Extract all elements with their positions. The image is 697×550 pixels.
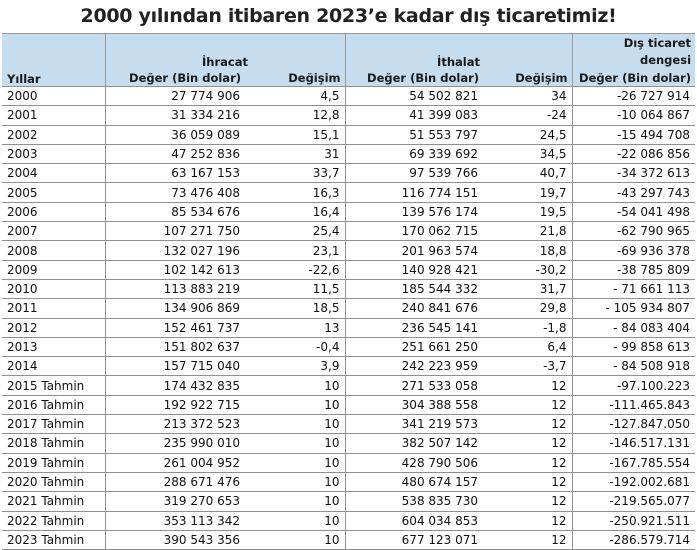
cell-balance: - 84 508 918 bbox=[572, 357, 695, 376]
cell-import-change: 12 bbox=[483, 376, 572, 395]
cell-export-change: 10 bbox=[245, 376, 345, 395]
cell-year: 2001 bbox=[2, 106, 105, 125]
cell-balance: -43 297 743 bbox=[572, 183, 695, 202]
cell-export-change: 10 bbox=[245, 395, 345, 414]
cell-balance: - 84 083 404 bbox=[572, 318, 695, 337]
cell-export-change: 10 bbox=[245, 415, 345, 434]
cell-export-value: 102 142 613 bbox=[105, 260, 245, 279]
cell-import-change: 34,5 bbox=[483, 144, 572, 163]
cell-year: 2006 bbox=[2, 202, 105, 221]
cell-export-value: 157 715 040 bbox=[105, 357, 245, 376]
cell-import-value: 271 533 058 bbox=[345, 376, 483, 395]
cell-import-change: 12 bbox=[483, 492, 572, 511]
table-body bbox=[2, 87, 695, 550]
cell-year: 2000 bbox=[2, 87, 105, 106]
table-row bbox=[2, 530, 695, 549]
table-row bbox=[2, 337, 695, 356]
cell-import-value: 341 219 573 bbox=[345, 415, 483, 434]
cell-import-change: 21,8 bbox=[483, 222, 572, 241]
cell-import-change: 24,5 bbox=[483, 125, 572, 144]
table-row bbox=[2, 222, 695, 241]
cell-import-change: -30,2 bbox=[483, 260, 572, 279]
table-row bbox=[2, 241, 695, 260]
table-row bbox=[2, 106, 695, 125]
cell-import-value: 41 399 083 bbox=[345, 106, 483, 125]
cell-export-change: 18,5 bbox=[245, 299, 345, 318]
cell-export-change: 10 bbox=[245, 453, 345, 472]
cell-year: 2018 Tahmin bbox=[2, 434, 105, 453]
cell-year: 2016 Tahmin bbox=[2, 395, 105, 414]
cell-import-value: 428 790 506 bbox=[345, 453, 483, 472]
cell-export-change: 16,4 bbox=[245, 202, 345, 221]
header-export-value: Değer (Bin dolar) bbox=[105, 69, 245, 87]
cell-import-change: 34 bbox=[483, 87, 572, 106]
cell-import-value: 251 661 250 bbox=[345, 337, 483, 356]
cell-import-change: 18,8 bbox=[483, 241, 572, 260]
cell-export-value: 288 671 476 bbox=[105, 472, 245, 491]
cell-import-value: 242 223 959 bbox=[345, 357, 483, 376]
cell-year: 2012 bbox=[2, 318, 105, 337]
cell-export-change: 3,9 bbox=[245, 357, 345, 376]
table-row bbox=[2, 357, 695, 376]
cell-balance: -54 041 498 bbox=[572, 202, 695, 221]
cell-year: 2008 bbox=[2, 241, 105, 260]
cell-export-value: 107 271 750 bbox=[105, 222, 245, 241]
cell-export-value: 113 883 219 bbox=[105, 279, 245, 298]
cell-import-change: 12 bbox=[483, 415, 572, 434]
cell-balance: -250.921.511 bbox=[572, 511, 695, 530]
cell-balance: -111.465.843 bbox=[572, 395, 695, 414]
table-row bbox=[2, 279, 695, 298]
cell-export-value: 31 334 216 bbox=[105, 106, 245, 125]
cell-balance: -62 790 965 bbox=[572, 222, 695, 241]
cell-export-change: 31 bbox=[245, 144, 345, 163]
table-row bbox=[2, 318, 695, 337]
cell-year: 2005 bbox=[2, 183, 105, 202]
table-row bbox=[2, 87, 695, 106]
cell-balance: - 99 858 613 bbox=[572, 337, 695, 356]
cell-export-value: 353 113 342 bbox=[105, 511, 245, 530]
cell-import-change: 12 bbox=[483, 530, 572, 549]
cell-export-change: 16,3 bbox=[245, 183, 345, 202]
table-header bbox=[2, 34, 695, 87]
table-row bbox=[2, 376, 695, 395]
cell-import-value: 538 835 730 bbox=[345, 492, 483, 511]
cell-export-value: 27 774 906 bbox=[105, 87, 245, 106]
cell-import-change: -3,7 bbox=[483, 357, 572, 376]
header-export-change: Değişim bbox=[245, 69, 345, 87]
cell-import-value: 140 928 421 bbox=[345, 260, 483, 279]
cell-year: 2003 bbox=[2, 144, 105, 163]
cell-year: 2002 bbox=[2, 125, 105, 144]
cell-import-value: 97 539 766 bbox=[345, 164, 483, 183]
cell-export-change: -0,4 bbox=[245, 337, 345, 356]
cell-export-change: 25,4 bbox=[245, 222, 345, 241]
cell-year: 2013 bbox=[2, 337, 105, 356]
cell-year: 2004 bbox=[2, 164, 105, 183]
cell-balance: -38 785 809 bbox=[572, 260, 695, 279]
table-row bbox=[2, 164, 695, 183]
cell-import-change: 6,4 bbox=[483, 337, 572, 356]
cell-export-change: 15,1 bbox=[245, 125, 345, 144]
cell-export-value: 319 270 653 bbox=[105, 492, 245, 511]
header-balance-line1: Dış ticaret bbox=[623, 36, 692, 50]
cell-export-value: 235 990 010 bbox=[105, 434, 245, 453]
cell-import-value: 116 774 151 bbox=[345, 183, 483, 202]
cell-import-value: 677 123 071 bbox=[345, 530, 483, 549]
cell-export-change: 10 bbox=[245, 511, 345, 530]
table-row bbox=[2, 434, 695, 453]
cell-export-value: 47 252 836 bbox=[105, 144, 245, 163]
page-title: 2000 yılından itibaren 2023’e kadar dış ticaretimiz! bbox=[80, 5, 617, 27]
table-row bbox=[2, 395, 695, 414]
cell-balance: -22 086 856 bbox=[572, 144, 695, 163]
cell-balance: -286.579.714 bbox=[572, 530, 695, 549]
cell-year: 2015 Tahmin bbox=[2, 376, 105, 395]
cell-import-value: 139 576 174 bbox=[345, 202, 483, 221]
cell-export-change: 10 bbox=[245, 492, 345, 511]
cell-export-change: 12,8 bbox=[245, 106, 345, 125]
cell-import-value: 54 502 821 bbox=[345, 87, 483, 106]
cell-import-change: 12 bbox=[483, 434, 572, 453]
cell-export-value: 151 802 637 bbox=[105, 337, 245, 356]
cell-import-change: 12 bbox=[483, 395, 572, 414]
table-row bbox=[2, 260, 695, 279]
cell-export-value: 36 059 089 bbox=[105, 125, 245, 144]
cell-export-value: 192 922 715 bbox=[105, 395, 245, 414]
header-balance-group bbox=[572, 34, 695, 70]
cell-import-change: 12 bbox=[483, 453, 572, 472]
cell-import-value: 240 841 676 bbox=[345, 299, 483, 318]
cell-export-value: 63 167 153 bbox=[105, 164, 245, 183]
cell-balance: -97.100.223 bbox=[572, 376, 695, 395]
cell-export-change: 33,7 bbox=[245, 164, 345, 183]
table-row bbox=[2, 144, 695, 163]
cell-year: 2017 Tahmin bbox=[2, 415, 105, 434]
cell-year: 2023 Tahmin bbox=[2, 530, 105, 549]
cell-import-value: 170 062 715 bbox=[345, 222, 483, 241]
table-row bbox=[2, 415, 695, 434]
cell-export-change: 10 bbox=[245, 530, 345, 549]
cell-year: 2009 bbox=[2, 260, 105, 279]
cell-balance: -146.517.131 bbox=[572, 434, 695, 453]
cell-export-value: 152 461 737 bbox=[105, 318, 245, 337]
cell-balance: - 105 934 807 bbox=[572, 299, 695, 318]
cell-year: 2010 bbox=[2, 279, 105, 298]
cell-export-value: 213 372 523 bbox=[105, 415, 245, 434]
table-row bbox=[2, 472, 695, 491]
cell-import-value: 382 507 142 bbox=[345, 434, 483, 453]
cell-balance: -26 727 914 bbox=[572, 87, 695, 106]
cell-import-change: 29,8 bbox=[483, 299, 572, 318]
header-export-group: İhracat bbox=[105, 34, 345, 70]
cell-import-change: 12 bbox=[483, 511, 572, 530]
cell-balance: -167.785.554 bbox=[572, 453, 695, 472]
cell-year: 2020 Tahmin bbox=[2, 472, 105, 491]
cell-import-change: 31,7 bbox=[483, 279, 572, 298]
cell-import-value: 236 545 141 bbox=[345, 318, 483, 337]
cell-balance: -219.565.077 bbox=[572, 492, 695, 511]
cell-export-value: 390 543 356 bbox=[105, 530, 245, 549]
cell-balance: -34 372 613 bbox=[572, 164, 695, 183]
cell-export-change: 13 bbox=[245, 318, 345, 337]
cell-balance: - 71 661 113 bbox=[572, 279, 695, 298]
table-row bbox=[2, 511, 695, 530]
cell-balance: -127.847.050 bbox=[572, 415, 695, 434]
cell-import-change: -24 bbox=[483, 106, 572, 125]
cell-import-change: 19,7 bbox=[483, 183, 572, 202]
cell-import-change: 19,5 bbox=[483, 202, 572, 221]
table-row bbox=[2, 202, 695, 221]
cell-import-value: 69 339 692 bbox=[345, 144, 483, 163]
cell-import-value: 201 963 574 bbox=[345, 241, 483, 260]
header-import-value: Değer (Bin dolar) bbox=[345, 69, 483, 87]
table-row bbox=[2, 492, 695, 511]
cell-year: 2007 bbox=[2, 222, 105, 241]
header-import-change: Değişim bbox=[483, 69, 572, 87]
cell-year: 2011 bbox=[2, 299, 105, 318]
header-import-group: İthalat bbox=[345, 34, 572, 70]
cell-balance: -69 936 378 bbox=[572, 241, 695, 260]
cell-year: 2022 Tahmin bbox=[2, 511, 105, 530]
cell-year: 2021 Tahmin bbox=[2, 492, 105, 511]
cell-import-value: 185 544 332 bbox=[345, 279, 483, 298]
cell-export-change: 4,5 bbox=[245, 87, 345, 106]
cell-year: 2019 Tahmin bbox=[2, 453, 105, 472]
trade-table bbox=[2, 33, 695, 550]
cell-export-change: -22,6 bbox=[245, 260, 345, 279]
cell-import-value: 480 674 157 bbox=[345, 472, 483, 491]
header-years: Yıllar bbox=[2, 34, 105, 87]
table-row bbox=[2, 183, 695, 202]
cell-export-change: 10 bbox=[245, 472, 345, 491]
header-balance-value: Değer (Bin dolar) bbox=[572, 69, 695, 87]
cell-export-value: 174 432 835 bbox=[105, 376, 245, 395]
cell-export-value: 73 476 408 bbox=[105, 183, 245, 202]
cell-import-change: -1,8 bbox=[483, 318, 572, 337]
cell-balance: -192.002.681 bbox=[572, 472, 695, 491]
cell-import-value: 304 388 558 bbox=[345, 395, 483, 414]
cell-export-value: 261 004 952 bbox=[105, 453, 245, 472]
cell-export-value: 132 027 196 bbox=[105, 241, 245, 260]
cell-import-value: 604 034 853 bbox=[345, 511, 483, 530]
table-row bbox=[2, 299, 695, 318]
cell-balance: -10 064 867 bbox=[572, 106, 695, 125]
table-row bbox=[2, 453, 695, 472]
cell-import-change: 40,7 bbox=[483, 164, 572, 183]
cell-balance: -15 494 708 bbox=[572, 125, 695, 144]
cell-year: 2014 bbox=[2, 357, 105, 376]
cell-export-change: 11,5 bbox=[245, 279, 345, 298]
table-row bbox=[2, 125, 695, 144]
cell-export-change: 10 bbox=[245, 434, 345, 453]
cell-export-value: 85 534 676 bbox=[105, 202, 245, 221]
cell-export-value: 134 906 869 bbox=[105, 299, 245, 318]
cell-import-value: 51 553 797 bbox=[345, 125, 483, 144]
cell-export-change: 23,1 bbox=[245, 241, 345, 260]
cell-import-change: 12 bbox=[483, 472, 572, 491]
header-balance-line2: dengesi bbox=[639, 53, 692, 67]
